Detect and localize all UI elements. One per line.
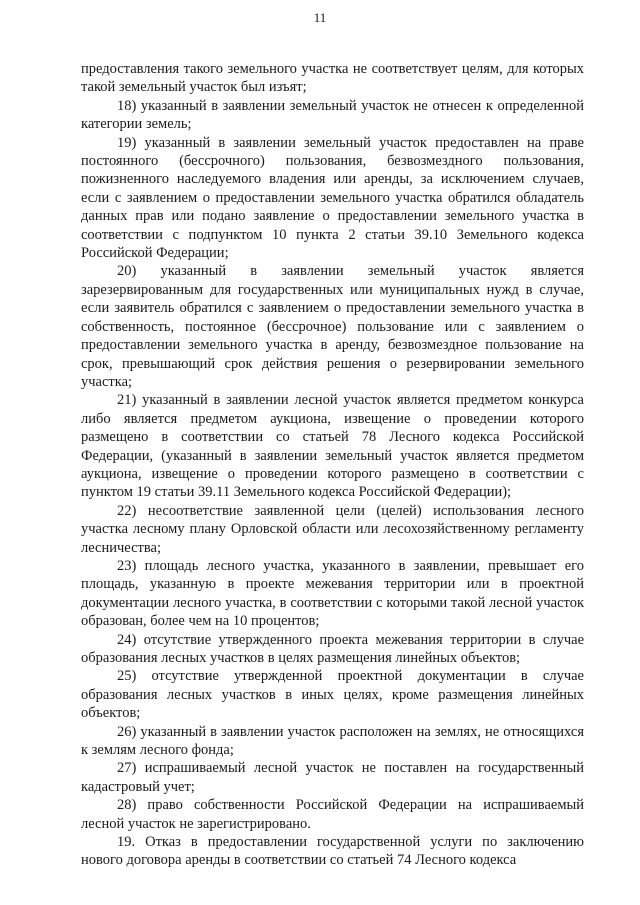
paragraph-item-26: 26) указанный в заявлении участок расположен на землях, не относящихся к землям лесного фонда; [81,723,584,759]
document-body [81,60,584,870]
paragraph-section-19: 19. Отказ в предоставлении государственной услуги по заключению нового договора аренды в соответствии со статьей 74 Лесного кодекса [81,834,584,869]
paragraph-item-19: 19) указанный в заявлении земельный участок предоставлен на праве постоянного (бессрочного) пользования, безвозмездного пользования, пожизненного наследуемого владения или аренды, за исключением случаев, если с заявлением о предоставлении земельного участка обратился обладатель данных прав или подано заявление о предоставлении земельного участка в соответствии с подпунктом 10 пункта 2 статьи 39.10 Земельного кодекса Российской Федерации; [81,134,584,262]
paragraph-item-22: 22) несоответствие заявленной цели (целей) использования лесного участка лесному плану Орловской области или лесохозяйственному регламенту лесничества; [81,502,584,556]
paragraph-item-27: 27) испрашиваемый лесной участок не поставлен на государственный кадастровый учет; [81,760,584,795]
paragraph-continuation: предоставления такого земельного участка не соответствует целям, для которых такой земельный участок был изъят; [81,61,584,96]
paragraph-item-20: 20) указанный в заявлении земельный участок является зарезервированным для государственных или муниципальных нужд в случае, если заявитель обратился с заявлением о предоставлении земельного участка в собственность, постоянное (бессрочное) пользование или с заявлением о предоставлении земельного участка в аренду, безвозмездное пользование на срок, превышающий срок действия решения о резервировании земельного участка; [81,263,584,390]
paragraph-item-25: 25) отсутствие утвержденной проектной документации в случае образования лесных участков в иных целях, кроме размещения линейных объектов; [81,668,584,722]
page-number: 11 [313,10,327,25]
paragraph-item-18: 18) указанный в заявлении земельный участок не отнесен к определенной категории земель; [81,97,584,133]
paragraph-item-28: 28) право собственности Российской Федерации на испрашиваемый лесной участок не зарегистрировано. [81,797,584,832]
paragraph-item-24: 24) отсутствие утвержденного проекта межевания территории в случае образования лесных участков в целях размещения линейных объектов; [81,631,584,666]
paragraph-item-23: 23) площадь лесного участка, указанного в заявлении, превышает его площадь, указанную в проекте межевания территории или в проектной документации лесного участка, в соответствии с которыми такой лесной участок образован, более чем на 10 процентов; [81,557,584,630]
paragraph-item-21: 21) указанный в заявлении лесной участок является предметом конкурса либо является предметом аукциона, извещение о проведении которого размещено в соответствии со статьей 78 Лесного кодекса Российской Федерации, (указанный в заявлении земельный участок является предметом аукциона, извещение о проведении которого размещено в соответствии с пунктом 19 статьи 39.11 Земельного кодекса Российской Федерации); [81,392,584,501]
